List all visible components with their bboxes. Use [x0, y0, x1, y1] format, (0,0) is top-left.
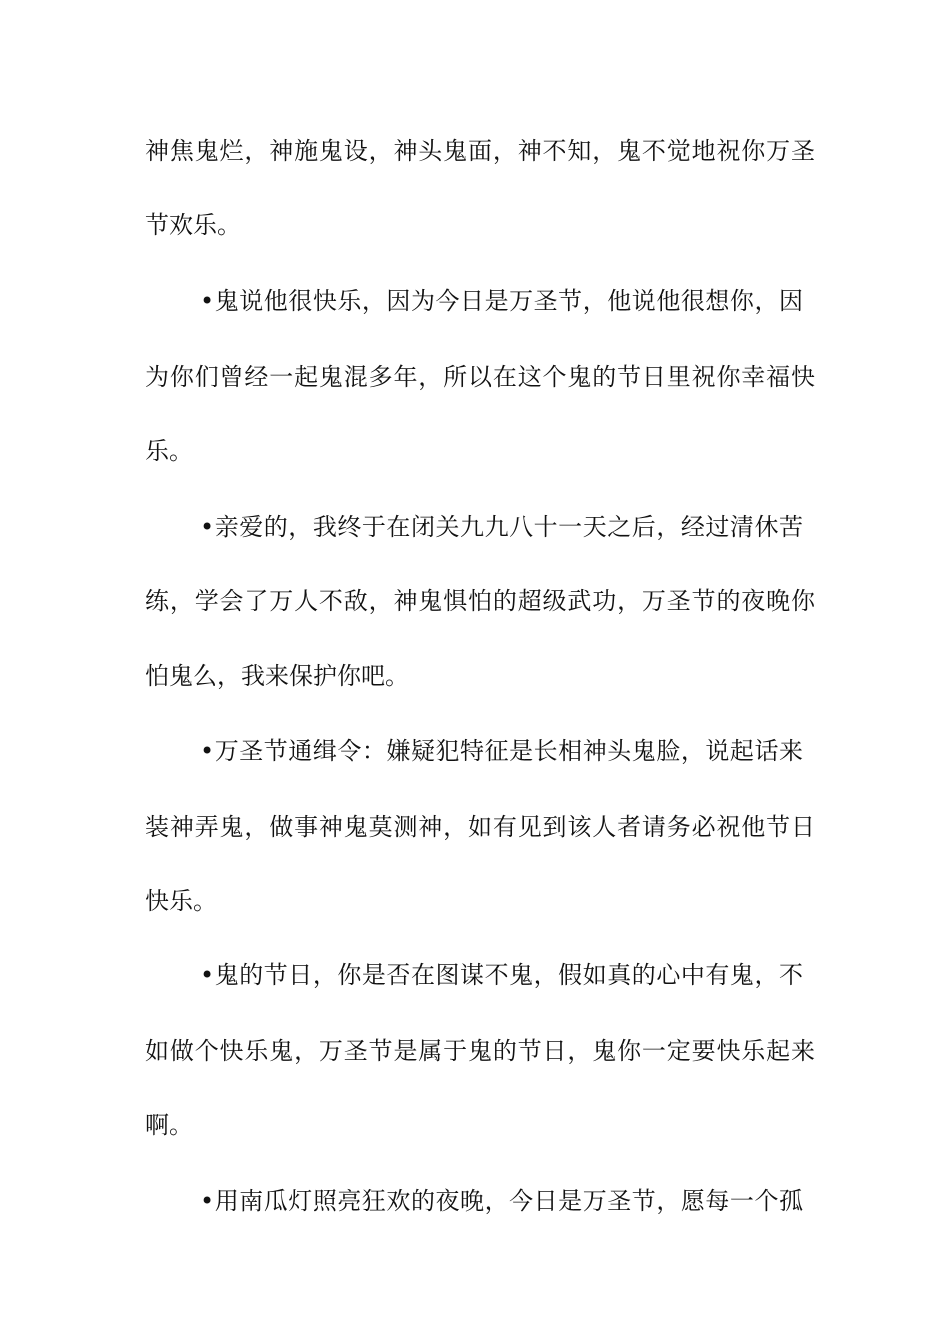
bullet-line: •鬼的节日，你是否在图谋不鬼，假如真的心中有鬼，不 [200, 961, 803, 989]
text-line: 啊。 [145, 1111, 193, 1139]
text-line: 快乐。 [145, 887, 217, 915]
text-line: 节欢乐。 [145, 211, 241, 239]
text-line: 装神弄鬼，做事神鬼莫测神，如有见到该人者请务必祝他节日 [145, 813, 815, 841]
bullet-line: •万圣节通缉令：嫌疑犯特征是长相神头鬼脸，说起话来 [200, 737, 803, 765]
bullet-line: •亲爱的，我终于在闭关九九八十一天之后，经过清休苦 [200, 513, 803, 541]
text-line: 为你们曾经一起鬼混多年，所以在这个鬼的节日里祝你幸福快 [145, 363, 815, 391]
text-line: 乐。 [145, 437, 193, 465]
text-line: 怕鬼么，我来保护你吧。 [145, 662, 409, 690]
text-line: 神焦鬼烂，神施鬼设，神头鬼面，神不知，鬼不觉地祝你万圣 [145, 137, 815, 165]
bullet-line: •用南瓜灯照亮狂欢的夜晚，今日是万圣节，愿每一个孤 [200, 1187, 803, 1215]
bullet-line: •鬼说他很快乐，因为今日是万圣节，他说他很想你，因 [200, 287, 803, 315]
text-line: 如做个快乐鬼，万圣节是属于鬼的节日，鬼你一定要快乐起来 [145, 1037, 815, 1065]
text-line: 练，学会了万人不敌，神鬼惧怕的超级武功，万圣节的夜晚你 [145, 587, 815, 615]
